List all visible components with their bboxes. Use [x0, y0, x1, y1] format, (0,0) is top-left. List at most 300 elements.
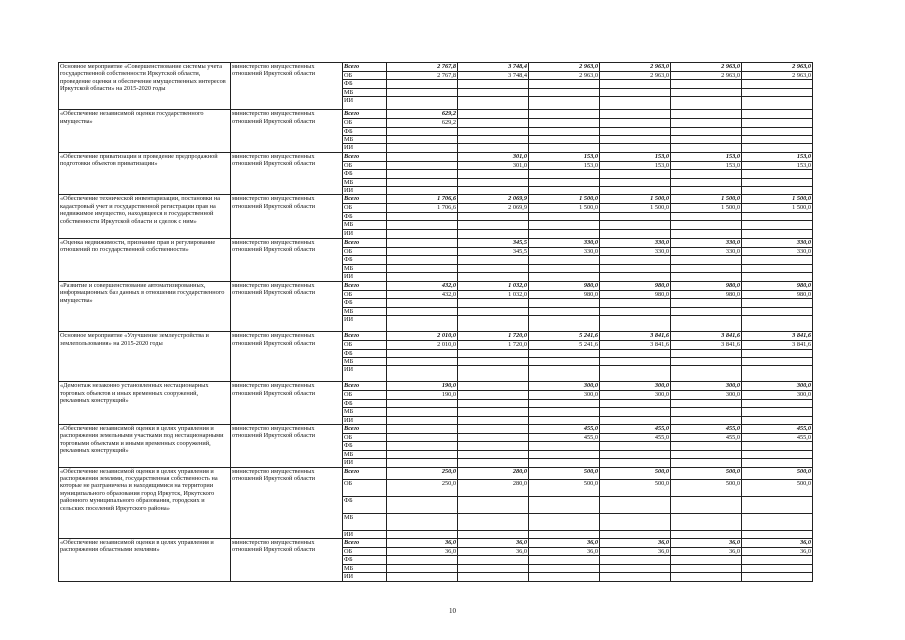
amount-cell — [458, 530, 529, 538]
amount-cell: 190,0 — [387, 391, 458, 399]
executor-cell: министерство имущественных отношений Иркутской области — [231, 110, 343, 153]
amount-cell: 1 500,0 — [600, 195, 671, 204]
activity-name-cell: «Обеспечение независимой оценки государственного имущества» — [59, 110, 231, 153]
amount-cell: 3 841,6 — [671, 341, 742, 349]
activity-name-cell: «Развитие и совершенствование автоматизированных, информационных баз данных в отношении государственного имущества» — [59, 281, 231, 331]
amount-cell: 153,0 — [600, 152, 671, 161]
amount-cell — [387, 564, 458, 572]
amount-cell — [600, 442, 671, 450]
amount-cell — [387, 229, 458, 238]
executor-cell: министерство имущественных отношений Иркутской области — [231, 467, 343, 538]
funding-source-cell: МБ — [343, 357, 387, 365]
amount-cell — [671, 88, 742, 96]
amount-cell — [600, 170, 671, 178]
funding-source-cell: МБ — [343, 408, 387, 416]
amount-cell: 3 841,6 — [671, 332, 742, 341]
amount-cell — [600, 88, 671, 96]
amount-cell — [458, 556, 529, 564]
executor-cell: министерство имущественных отношений Иркутской области — [231, 382, 343, 425]
amount-cell — [387, 187, 458, 195]
amount-cell: 500,0 — [742, 467, 813, 479]
amount-cell — [387, 144, 458, 152]
activity-name-cell: «Обеспечение технической инвентаризации, постановки на кадастровый учет и государственной регистрации прав на недвижимое имущество, находящееся в государственной собственности Иркутской области и сделок с ним» — [59, 195, 231, 238]
amount-cell — [458, 442, 529, 450]
amount-cell — [600, 459, 671, 467]
amount-cell: 36,0 — [742, 548, 813, 556]
amount-cell — [529, 170, 600, 178]
amount-cell — [742, 556, 813, 564]
amount-cell: 345,5 — [458, 238, 529, 247]
amount-cell — [671, 97, 742, 110]
amount-cell: 300,0 — [671, 382, 742, 391]
amount-cell — [387, 247, 458, 255]
amount-cell: 1 706,6 — [387, 204, 458, 212]
amount-cell — [458, 136, 529, 144]
amount-cell — [458, 307, 529, 315]
amount-cell: 455,0 — [671, 433, 742, 441]
amount-cell — [387, 136, 458, 144]
amount-cell — [742, 97, 813, 110]
amount-cell — [529, 530, 600, 538]
page-number: 10 — [449, 607, 456, 615]
amount-cell — [600, 144, 671, 152]
amount-cell — [600, 272, 671, 281]
amount-cell — [600, 299, 671, 307]
funding-source-cell: Всего — [343, 382, 387, 391]
amount-cell — [387, 316, 458, 332]
amount-cell — [529, 264, 600, 272]
amount-cell — [387, 408, 458, 416]
amount-cell — [742, 442, 813, 450]
funding-source-cell: МБ — [343, 564, 387, 572]
amount-cell: 153,0 — [742, 152, 813, 161]
amount-cell — [742, 299, 813, 307]
executor-cell: министерство имущественных отношений Иркутской области — [231, 281, 343, 331]
amount-cell — [600, 110, 671, 119]
amount-cell: 190,0 — [387, 382, 458, 391]
amount-cell — [458, 170, 529, 178]
amount-cell: 36,0 — [529, 548, 600, 556]
amount-cell: 980,0 — [600, 281, 671, 290]
funding-source-cell: ИИ — [343, 530, 387, 538]
amount-cell — [742, 357, 813, 365]
budget-table-body — [59, 63, 813, 582]
funding-source-cell: ИИ — [343, 229, 387, 238]
amount-cell — [671, 127, 742, 135]
amount-cell — [600, 316, 671, 332]
table-row — [59, 281, 813, 290]
amount-cell — [387, 299, 458, 307]
table-row — [59, 238, 813, 247]
amount-cell: 629,2 — [387, 110, 458, 119]
amount-cell: 300,0 — [742, 391, 813, 399]
amount-cell: 36,0 — [600, 548, 671, 556]
amount-cell — [742, 366, 813, 382]
amount-cell — [600, 366, 671, 382]
amount-cell — [671, 264, 742, 272]
amount-cell: 280,0 — [458, 479, 529, 496]
funding-source-cell: ОБ — [343, 433, 387, 441]
amount-cell — [529, 307, 600, 315]
amount-cell — [529, 556, 600, 564]
amount-cell — [458, 459, 529, 467]
amount-cell — [600, 178, 671, 186]
amount-cell: 980,0 — [529, 290, 600, 298]
amount-cell — [458, 88, 529, 96]
amount-cell — [458, 119, 529, 127]
amount-cell — [600, 256, 671, 264]
amount-cell — [529, 187, 600, 195]
amount-cell: 500,0 — [671, 479, 742, 496]
amount-cell — [742, 408, 813, 416]
amount-cell: 330,0 — [600, 247, 671, 255]
table-row — [59, 424, 813, 433]
amount-cell: 301,0 — [458, 161, 529, 169]
amount-cell — [387, 264, 458, 272]
funding-source-cell: Всего — [343, 63, 387, 72]
amount-cell: 500,0 — [529, 479, 600, 496]
amount-cell — [458, 187, 529, 195]
amount-cell: 5 241,6 — [529, 332, 600, 341]
amount-cell — [529, 110, 600, 119]
amount-cell — [458, 256, 529, 264]
amount-cell: 2 767,8 — [387, 63, 458, 72]
amount-cell — [671, 399, 742, 407]
amount-cell — [742, 187, 813, 195]
amount-cell: 300,0 — [529, 391, 600, 399]
amount-cell — [529, 97, 600, 110]
amount-cell — [387, 307, 458, 315]
activity-name-cell: «Демонтаж незаконно установленных нестационарных торговых объектов и иных временных сооружений, рекламных конструкций» — [59, 382, 231, 425]
amount-cell: 629,2 — [387, 119, 458, 127]
executor-cell: министерство имущественных отношений Иркутской области — [231, 63, 343, 110]
amount-cell: 300,0 — [671, 391, 742, 399]
activity-name-cell: Основное мероприятие «Улучшение землеустройства и землепользования» на 2015-2020 годы — [59, 332, 231, 382]
amount-cell — [458, 399, 529, 407]
amount-cell — [387, 357, 458, 365]
amount-cell — [458, 391, 529, 399]
amount-cell — [742, 144, 813, 152]
amount-cell — [387, 399, 458, 407]
amount-cell — [529, 178, 600, 186]
amount-cell — [387, 97, 458, 110]
amount-cell: 1 500,0 — [742, 195, 813, 204]
amount-cell: 2 010,0 — [387, 341, 458, 349]
amount-cell — [529, 229, 600, 238]
funding-source-cell: Всего — [343, 281, 387, 290]
amount-cell: 3 841,6 — [600, 341, 671, 349]
amount-cell: 2 069,9 — [458, 204, 529, 212]
amount-cell: 500,0 — [671, 467, 742, 479]
amount-cell — [671, 357, 742, 365]
table-row — [59, 195, 813, 204]
amount-cell — [600, 556, 671, 564]
amount-cell — [671, 442, 742, 450]
amount-cell — [387, 424, 458, 433]
amount-cell — [671, 136, 742, 144]
amount-cell — [671, 80, 742, 88]
amount-cell — [387, 178, 458, 186]
executor-cell: министерство имущественных отношений Иркутской области — [231, 195, 343, 238]
funding-source-cell: МБ — [343, 264, 387, 272]
amount-cell — [529, 399, 600, 407]
funding-source-cell: Всего — [343, 152, 387, 161]
amount-cell: 455,0 — [600, 424, 671, 433]
amount-cell — [671, 256, 742, 264]
amount-cell — [529, 221, 600, 229]
amount-cell — [742, 513, 813, 530]
amount-cell — [387, 496, 458, 513]
activity-name-cell: «Оценка недвижимости, признание прав и регулирование отношений по государственной собственности» — [59, 238, 231, 281]
amount-cell: 455,0 — [671, 424, 742, 433]
amount-cell — [600, 450, 671, 458]
amount-cell — [742, 496, 813, 513]
amount-cell: 36,0 — [387, 539, 458, 548]
amount-cell: 2 069,9 — [458, 195, 529, 204]
amount-cell — [529, 496, 600, 513]
amount-cell: 3 748,4 — [458, 72, 529, 80]
amount-cell — [458, 382, 529, 391]
amount-cell — [458, 573, 529, 581]
amount-cell: 153,0 — [671, 161, 742, 169]
amount-cell: 2 963,0 — [600, 63, 671, 72]
amount-cell: 500,0 — [529, 467, 600, 479]
amount-cell: 1 720,0 — [458, 341, 529, 349]
amount-cell — [529, 366, 600, 382]
executor-cell: министерство имущественных отношений Иркутской области — [231, 539, 343, 582]
amount-cell: 3 748,4 — [458, 63, 529, 72]
amount-cell — [529, 136, 600, 144]
amount-cell: 2 963,0 — [600, 72, 671, 80]
amount-cell — [387, 433, 458, 441]
funding-source-cell: МБ — [343, 136, 387, 144]
amount-cell: 330,0 — [742, 247, 813, 255]
activity-name-cell: Основное мероприятие «Совершенствование системы учета государственной собственности Иркутской области, проведение оценки и обеспечение имущественных интересов Иркутской области» на 2015-2020 годы — [59, 63, 231, 110]
funding-source-cell: ИИ — [343, 416, 387, 424]
amount-cell — [671, 221, 742, 229]
amount-cell — [387, 152, 458, 161]
activity-name-cell: «Обеспечение независимой оценки в целях управления и распоряжения землями, государственная собственность на которые не разграничена и находящимися на территории муниципального образования город Иркутск, Иркутского районного муниципального образования, городских и сельских поселений Иркутского района» — [59, 467, 231, 538]
funding-source-cell: Всего — [343, 110, 387, 119]
funding-source-cell: ФБ — [343, 399, 387, 407]
amount-cell — [458, 80, 529, 88]
table-row — [59, 332, 813, 341]
amount-cell — [387, 556, 458, 564]
amount-cell — [742, 272, 813, 281]
activity-name-cell: «Обеспечение независимой оценки в целях управления и распоряжения земельными участками под нестационарными торговыми объектами и иными временных сооружений, рекламных конструкций» — [59, 424, 231, 467]
amount-cell — [671, 530, 742, 538]
amount-cell — [671, 316, 742, 332]
amount-cell — [742, 80, 813, 88]
amount-cell: 153,0 — [671, 152, 742, 161]
executor-cell: министерство имущественных отношений Иркутской области — [231, 424, 343, 467]
amount-cell: 1 500,0 — [742, 204, 813, 212]
amount-cell — [600, 264, 671, 272]
table-row — [59, 152, 813, 161]
amount-cell: 2 963,0 — [742, 72, 813, 80]
amount-cell — [742, 349, 813, 357]
amount-cell — [458, 408, 529, 416]
funding-source-cell: ИИ — [343, 459, 387, 467]
funding-source-cell: ФБ — [343, 442, 387, 450]
amount-cell — [529, 459, 600, 467]
amount-cell — [600, 119, 671, 127]
amount-cell: 432,0 — [387, 290, 458, 298]
funding-source-cell: ИИ — [343, 316, 387, 332]
amount-cell: 330,0 — [742, 238, 813, 247]
amount-cell — [529, 349, 600, 357]
amount-cell — [387, 88, 458, 96]
funding-source-cell: ИИ — [343, 272, 387, 281]
amount-cell: 153,0 — [742, 161, 813, 169]
amount-cell: 1 032,0 — [458, 290, 529, 298]
amount-cell — [671, 564, 742, 572]
amount-cell — [600, 357, 671, 365]
funding-source-cell: МБ — [343, 88, 387, 96]
funding-source-cell: МБ — [343, 178, 387, 186]
amount-cell: 330,0 — [600, 238, 671, 247]
amount-cell — [742, 450, 813, 458]
amount-cell — [600, 513, 671, 530]
amount-cell: 36,0 — [458, 539, 529, 548]
funding-source-cell: ОБ — [343, 341, 387, 349]
amount-cell: 330,0 — [529, 247, 600, 255]
funding-source-cell: Всего — [343, 539, 387, 548]
amount-cell — [458, 513, 529, 530]
amount-cell — [742, 178, 813, 186]
amount-cell — [671, 272, 742, 281]
amount-cell: 2 963,0 — [529, 63, 600, 72]
amount-cell — [600, 564, 671, 572]
amount-cell: 1 500,0 — [529, 204, 600, 212]
amount-cell — [458, 349, 529, 357]
amount-cell: 1 706,6 — [387, 195, 458, 204]
amount-cell — [671, 573, 742, 581]
funding-source-cell: Всего — [343, 467, 387, 479]
amount-cell — [600, 349, 671, 357]
amount-cell — [671, 110, 742, 119]
amount-cell — [529, 144, 600, 152]
amount-cell — [529, 416, 600, 424]
amount-cell — [600, 399, 671, 407]
amount-cell — [600, 97, 671, 110]
amount-cell — [529, 88, 600, 96]
funding-source-cell: ОБ — [343, 479, 387, 496]
amount-cell — [387, 272, 458, 281]
amount-cell: 300,0 — [529, 382, 600, 391]
amount-cell — [529, 127, 600, 135]
funding-source-cell: ОБ — [343, 548, 387, 556]
amount-cell — [671, 366, 742, 382]
document-sheet — [58, 62, 812, 582]
amount-cell: 153,0 — [529, 161, 600, 169]
amount-cell — [387, 349, 458, 357]
amount-cell — [529, 212, 600, 220]
amount-cell — [458, 97, 529, 110]
funding-source-cell: ФБ — [343, 170, 387, 178]
amount-cell — [742, 127, 813, 135]
table-row — [59, 467, 813, 479]
amount-cell: 455,0 — [529, 424, 600, 433]
amount-cell: 300,0 — [742, 382, 813, 391]
amount-cell: 36,0 — [742, 539, 813, 548]
amount-cell: 980,0 — [671, 290, 742, 298]
amount-cell: 36,0 — [671, 539, 742, 548]
amount-cell — [671, 170, 742, 178]
amount-cell: 330,0 — [671, 247, 742, 255]
amount-cell — [671, 496, 742, 513]
amount-cell — [742, 564, 813, 572]
amount-cell: 455,0 — [742, 433, 813, 441]
amount-cell: 1 500,0 — [671, 195, 742, 204]
amount-cell — [671, 450, 742, 458]
amount-cell — [458, 212, 529, 220]
amount-cell — [600, 408, 671, 416]
amount-cell: 3 841,6 — [742, 341, 813, 349]
amount-cell: 301,0 — [458, 152, 529, 161]
funding-source-cell: МБ — [343, 307, 387, 315]
amount-cell — [387, 366, 458, 382]
amount-cell — [671, 307, 742, 315]
amount-cell: 455,0 — [742, 424, 813, 433]
amount-cell — [742, 416, 813, 424]
amount-cell: 2 963,0 — [742, 63, 813, 72]
table-row — [59, 63, 813, 72]
amount-cell: 5 241,6 — [529, 341, 600, 349]
funding-source-cell: ОБ — [343, 72, 387, 80]
amount-cell: 2 963,0 — [671, 72, 742, 80]
amount-cell — [671, 212, 742, 220]
funding-source-cell: МБ — [343, 513, 387, 530]
funding-source-cell: Всего — [343, 238, 387, 247]
amount-cell: 280,0 — [458, 467, 529, 479]
amount-cell: 345,5 — [458, 247, 529, 255]
funding-source-cell: Всего — [343, 195, 387, 204]
funding-source-cell: ФБ — [343, 496, 387, 513]
amount-cell: 250,0 — [387, 479, 458, 496]
funding-source-cell: ОБ — [343, 161, 387, 169]
amount-cell: 330,0 — [671, 238, 742, 247]
amount-cell: 1 500,0 — [600, 204, 671, 212]
amount-cell — [458, 264, 529, 272]
funding-source-cell: ФБ — [343, 127, 387, 135]
amount-cell: 2 767,8 — [387, 72, 458, 80]
funding-source-cell: ИИ — [343, 144, 387, 152]
amount-cell — [742, 229, 813, 238]
amount-cell — [458, 178, 529, 186]
amount-cell — [742, 119, 813, 127]
amount-cell — [458, 450, 529, 458]
amount-cell — [529, 357, 600, 365]
amount-cell — [458, 416, 529, 424]
amount-cell — [529, 442, 600, 450]
amount-cell — [458, 424, 529, 433]
amount-cell: 250,0 — [387, 467, 458, 479]
funding-source-cell: ИИ — [343, 573, 387, 581]
amount-cell — [742, 110, 813, 119]
amount-cell — [742, 88, 813, 96]
amount-cell — [387, 256, 458, 264]
amount-cell — [458, 110, 529, 119]
funding-source-cell: Всего — [343, 332, 387, 341]
amount-cell — [458, 144, 529, 152]
amount-cell — [458, 229, 529, 238]
amount-cell: 1 720,0 — [458, 332, 529, 341]
amount-cell — [387, 450, 458, 458]
funding-source-cell: ИИ — [343, 366, 387, 382]
amount-cell: 153,0 — [600, 161, 671, 169]
amount-cell: 330,0 — [529, 238, 600, 247]
